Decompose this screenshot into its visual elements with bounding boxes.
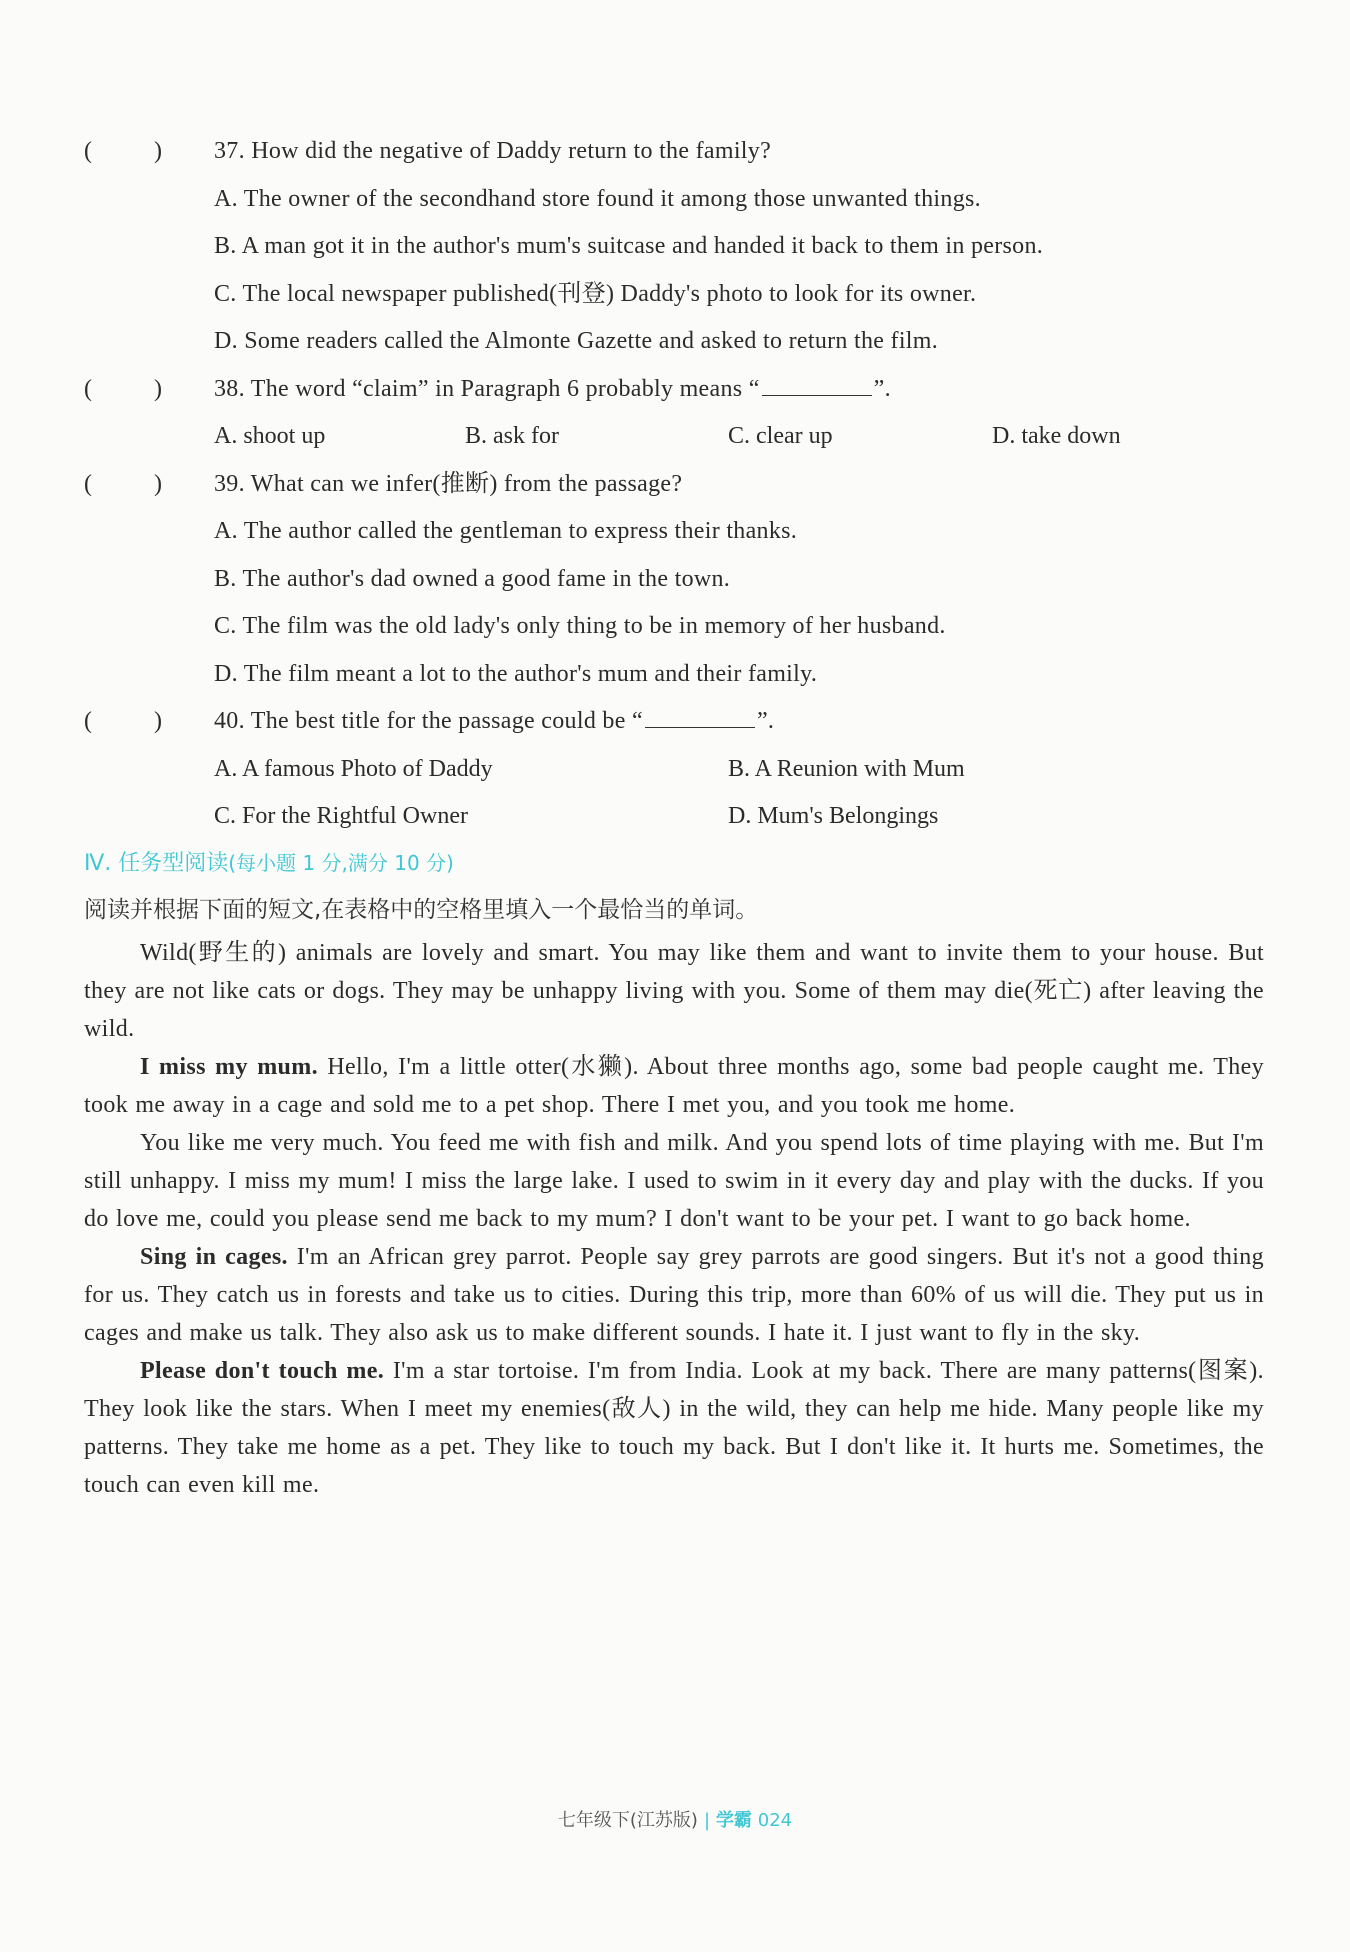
passage-paragraph bbox=[84, 1238, 1264, 1352]
footer-separator: | bbox=[703, 1810, 711, 1831]
option-text: B. A Reunion with Mum bbox=[728, 755, 965, 782]
option bbox=[84, 508, 1264, 556]
question-stem: 39. What can we infer(推断) from the passage? bbox=[214, 470, 683, 497]
option-text: A. The author called the gentleman to express their thanks. bbox=[214, 518, 798, 544]
answer-paren-open: ( bbox=[84, 470, 92, 497]
option bbox=[84, 223, 1264, 271]
section-title-text: Ⅳ. 任务型阅读 bbox=[84, 850, 229, 876]
answer-blank bbox=[645, 705, 755, 728]
question-38 bbox=[84, 366, 1264, 414]
content bbox=[84, 128, 1264, 1504]
question-stem: 37. How did the negative of Daddy return to the family? bbox=[214, 138, 772, 164]
question-stem-after: ”. bbox=[873, 375, 891, 402]
page-number: 024 bbox=[757, 1810, 793, 1831]
answer-paren-close: ) bbox=[154, 708, 162, 734]
question-stem-before: 38. The word “claim” in Paragraph 6 probably means “ bbox=[214, 375, 760, 402]
options-row bbox=[84, 413, 1264, 461]
option-text: C. The film was the old lady's only thing to be in memory of her husband. bbox=[214, 613, 946, 639]
question-40 bbox=[84, 698, 1264, 746]
question-stem bbox=[214, 698, 774, 746]
option-text: A. A famous Photo of Daddy bbox=[214, 755, 493, 782]
option-text: A. The owner of the secondhand store found it among those unwanted things. bbox=[214, 185, 981, 212]
answer-paren-close: ) bbox=[154, 375, 162, 402]
page-footer bbox=[0, 1806, 1350, 1832]
option-text: A. shoot up bbox=[214, 423, 326, 449]
option-text: B. ask for bbox=[465, 423, 559, 449]
option-text: D. take down bbox=[992, 423, 1121, 449]
option-text: D. Some readers called the Almonte Gazette and asked to return the film. bbox=[214, 328, 939, 354]
option bbox=[84, 271, 1264, 319]
option-text: C. clear up bbox=[728, 423, 833, 449]
options-row bbox=[84, 793, 1264, 841]
passage-paragraph bbox=[84, 934, 1264, 1048]
answer-paren-close: ) bbox=[154, 138, 162, 164]
option bbox=[84, 318, 1264, 366]
paragraph-heading: I miss my mum. bbox=[140, 1053, 318, 1080]
option bbox=[84, 651, 1264, 699]
paragraph-heading: Please don't touch me. bbox=[140, 1357, 385, 1384]
answer-paren-open: ( bbox=[84, 138, 92, 164]
paragraph-text: I'm a star tortoise. I'm from India. Look at my back. There are many patterns(图案). They look like the stars. When I meet my enemies(敌人) in the wild, they can help me hide. Many people like my patterns. They take me home as a pet. They like to touch my back. But I don't like it. It hurts me. Sometimes, the touch can even kill me. bbox=[84, 1357, 1264, 1498]
passage-paragraph bbox=[84, 1124, 1264, 1238]
question-37 bbox=[84, 128, 1264, 176]
answer-paren-open: ( bbox=[84, 708, 92, 734]
option bbox=[84, 176, 1264, 224]
passage-paragraph bbox=[84, 1048, 1264, 1124]
option-text: D. Mum's Belongings bbox=[728, 803, 939, 829]
section-title bbox=[84, 841, 1264, 886]
option bbox=[84, 556, 1264, 604]
paragraph-text: You like me very much. You feed me with fish and milk. And you spend lots of time playing with me. But I'm still unhappy. I miss my mum! I miss the large lake. I used to swim in it every day and play with the ducks. If you do love me, could you please send me back to my mum? I don't want to be your pet. I want to go back home. bbox=[84, 1129, 1264, 1232]
section-instruction: 阅读并根据下面的短文,在表格中的空格里填入一个最恰当的单词。 bbox=[84, 896, 759, 923]
options-row bbox=[84, 746, 1264, 794]
answer-paren-close: ) bbox=[154, 470, 162, 497]
paragraph-text: Wild(野生的) animals are lovely and smart. You may like them and want to invite them to your house. But they are not like cats or dogs. They may be unhappy living with you. Some of them may die(死亡) after leaving the wild. bbox=[84, 939, 1264, 1042]
paragraph-text: Hello, I'm a little otter(水獭). About three months ago, some bad people caught me. They took me away in a cage and sold me to a pet shop. There I met you, and you took me home. bbox=[84, 1053, 1264, 1118]
question-stem bbox=[214, 366, 891, 414]
passage-paragraph bbox=[84, 1352, 1264, 1504]
paragraph-text: I'm an African grey parrot. People say grey parrots are good singers. But it's not a good thing for us. They catch us in forests and take us to cities. During this trip, more than 60% of us will die. They put us in cages and make us talk. They also ask us to make different sounds. I hate it. I just want to fly in the sky. bbox=[84, 1243, 1264, 1346]
option-text: D. The film meant a lot to the author's mum and their family. bbox=[214, 660, 818, 687]
question-stem-after: ”. bbox=[756, 708, 775, 734]
option-text: B. A man got it in the author's mum's suitcase and handed it back to them in person. bbox=[214, 233, 1044, 259]
footer-brand: 学霸 bbox=[716, 1810, 753, 1831]
option-text: B. The author's dad owned a good fame in the town. bbox=[214, 565, 731, 592]
question-39 bbox=[84, 461, 1264, 509]
paragraph-heading: Sing in cages. bbox=[140, 1243, 288, 1270]
section-points: (每小题 1 分,满分 10 分) bbox=[228, 850, 454, 875]
footer-grade: 七年级下(江苏版) bbox=[557, 1810, 698, 1831]
question-stem-before: 40. The best title for the passage could be “ bbox=[214, 708, 643, 734]
option bbox=[84, 603, 1264, 651]
answer-paren-open: ( bbox=[84, 375, 92, 402]
option-text: C. The local newspaper published(刊登) Daddy's photo to look for its owner. bbox=[214, 280, 977, 307]
answer-blank bbox=[762, 373, 872, 396]
option-text: C. For the Rightful Owner bbox=[214, 803, 468, 829]
